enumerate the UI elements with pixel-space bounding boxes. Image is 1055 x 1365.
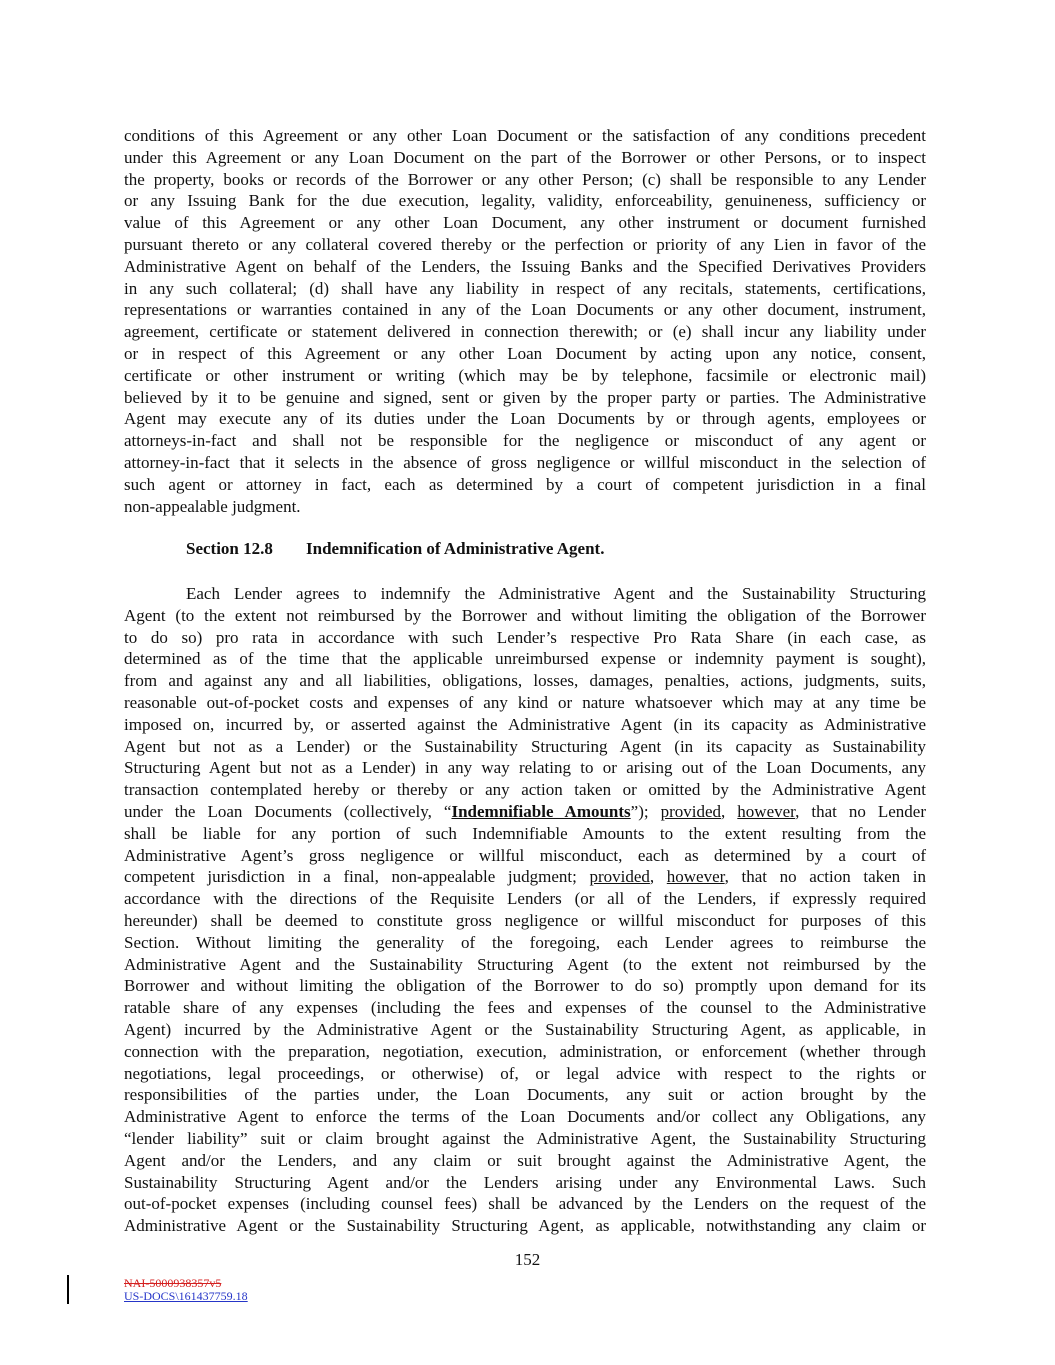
paragraph-line: hereunder) shall be deemed to constitute gross negligence or willful misconduct for purposes of this: [124, 910, 926, 930]
paragraph-line: connection with the preparation, negotiation, execution, administration, or enforcement (whether through: [124, 1041, 926, 1061]
paragraph-line: representations or warranties contained in any of the Loan Documents or any other document, instrument,: [124, 300, 926, 320]
paragraph-line: Each Lender agrees to indemnify the Administrative Agent and the Sustainability Structuring: [186, 584, 926, 603]
line-text: ,: [721, 801, 738, 821]
paragraph-line: ratable share of any expenses (including the fees and expenses of the counsel to the Administrative: [124, 998, 926, 1018]
section-heading: [186, 539, 604, 559]
paragraph-line: in any such collateral; (d) shall have any liability in respect of any recitals, statements, certifications,: [124, 278, 926, 298]
paragraph-continued: [124, 125, 926, 517]
paragraph-line: value of this Agreement or any other Loan Document, any other instrument or document furnished: [124, 213, 926, 233]
paragraph-line: Administrative Agent to enforce the terms of the Loan Documents and/or collect any Obligations, any: [124, 1107, 926, 1127]
page-number: 152: [514, 1250, 541, 1269]
inserted-document-id: US-DOCS\161437759.18: [124, 1289, 248, 1303]
paragraph-line: attorneys-in-fact and shall not be responsible for the negligence or misconduct of any agent or: [124, 431, 926, 451]
paragraph-line: certificate or other instrument or writing (which may be by telephone, facsimile or electronic mail): [124, 365, 926, 385]
paragraph-line: responsibilities of the parties under, the Loan Documents, any suit or action brought by the: [124, 1085, 926, 1105]
paragraph-line: reasonable out-of-pocket costs and expenses of any kind or nature whatsoever which may at any time be: [124, 692, 926, 712]
paragraph-line: transaction contemplated hereby or thereby or any action taken or omitted by the Administrative Agent: [124, 780, 926, 800]
line-text: under the Loan Documents (collectively, “: [124, 801, 452, 821]
paragraph-line: Section. Without limiting the generality of the foregoing, each Lender agrees to reimburse the: [124, 932, 926, 952]
paragraph-line: non-appealable judgment.: [124, 496, 301, 516]
paragraph-line: attorney-in-fact that it selects in the absence of gross negligence or willful misconduct in the selection of: [124, 452, 926, 472]
paragraph-line: to do so) pro rata in accordance with such Lender’s respective Pro Rata Share (in each case, as: [124, 627, 926, 647]
paragraph-line: pursuant thereto or any collateral covered thereby or the perfection or priority of any Lien in favor of the: [124, 234, 926, 254]
paragraph-line: Administrative Agent or the Sustainability Structuring Agent, as applicable, notwithstanding any claim or: [124, 1216, 926, 1236]
line-text: , that no Lender: [795, 801, 927, 821]
paragraph-line: accordance with the directions of the Requisite Lenders (or all of the Lenders, if expressly required: [124, 889, 926, 909]
paragraph-line: Structuring Agent but not as a Lender) in any way relating to or arising out of the Loan Documents, any: [124, 758, 926, 778]
paragraph-line: or any Issuing Bank for the due execution, legality, validity, enforceability, genuineness, sufficiency or: [124, 191, 926, 211]
paragraph-line: Agent) incurred by the Administrative Agent or the Sustainability Structuring Agent, as applicable, in: [124, 1019, 926, 1039]
paragraph-line: out-of-pocket expenses (including counsel fees) shall be advanced by the Lenders on the request of the: [124, 1194, 926, 1214]
paragraph-line: [124, 801, 926, 823]
paragraph-line: shall be liable for any portion of such Indemnifiable Amounts to the extent resulting from the: [124, 823, 926, 843]
paragraph-line: Administrative Agent’s gross negligence or willful misconduct, each as determined by a court of: [124, 845, 926, 865]
section-title: Indemnification of Administrative Agent.: [306, 539, 605, 558]
however-keyword: however: [737, 801, 796, 821]
paragraph-line: Agent (to the extent not reimbursed by the Borrower and without limiting the obligation of the Borrower: [124, 605, 926, 625]
paragraph-line: Agent and/or the Lenders, and any claim or suit brought against the Administrative Agent, the: [124, 1150, 926, 1170]
paragraph-line: [124, 866, 926, 888]
paragraph-line: imposed on, incurred by, or asserted against the Administrative Agent (in its capacity as Administrative: [124, 714, 926, 734]
line-text: competent jurisdiction in a final, non-appealable judgment;: [124, 867, 590, 887]
paragraph-line: “lender liability” suit or claim brought against the Administrative Agent, the Sustainability Structuring: [124, 1128, 926, 1148]
line-text: , that no action taken in: [724, 867, 927, 887]
paragraph-line: conditions of this Agreement or any other Loan Document or the satisfaction of any conditions precedent: [124, 126, 926, 145]
paragraph-line: or in respect of this Agreement or any other Loan Document by acting upon any notice, consent,: [124, 343, 926, 363]
paragraph-line: Administrative Agent on behalf of the Lenders, the Issuing Banks and the Specified Derivatives Providers: [124, 256, 926, 276]
indemnification-paragraph: [124, 583, 926, 1237]
deleted-document-id: NAI-5000938357v5: [124, 1276, 222, 1290]
defined-term: Indemnifiable Amounts: [451, 801, 631, 821]
paragraph-line: Borrower and without limiting the obligation of the Borrower to do so) promptly upon demand for its: [124, 976, 926, 996]
however-keyword: however: [666, 867, 725, 887]
revision-change-bar: [67, 1275, 69, 1304]
paragraph-line: Agent may execute any of its duties under the Loan Documents by or through agents, employees or: [124, 409, 926, 429]
paragraph-line: such agent or attorney in fact, each as determined by a court of competent jurisdiction in a final: [124, 474, 926, 494]
paragraph-line: agreement, certificate or statement delivered in connection therewith; or (e) shall incur any liability under: [124, 322, 926, 342]
paragraph-line: under this Agreement or any Loan Document on the part of the Borrower or other Persons, or to inspect: [124, 147, 926, 167]
paragraph-line: Sustainability Structuring Agent and/or the Lenders arising under any Environmental Laws. Such: [124, 1172, 926, 1192]
paragraph-line: from and against any and all liabilities, obligations, losses, damages, penalties, actions, judgments, suits,: [124, 671, 926, 691]
paragraph-line: determined as of the time that the applicable unreimbursed expense or indemnity payment is sought),: [124, 649, 926, 669]
paragraph-line: Agent but not as a Lender) or the Sustainability Structuring Agent (in its capacity as Sustainability: [124, 736, 926, 756]
paragraph-line: Administrative Agent and the Sustainability Structuring Agent (to the extent not reimbursed by the: [124, 954, 926, 974]
paragraph-line: negotiations, legal proceedings, or otherwise) of, or legal advice with respect to the rights or: [124, 1063, 926, 1083]
paragraph-line: the property, books or records of the Borrower or any other Person; (c) shall be responsible to any Lender: [124, 169, 926, 189]
line-text: ”);: [630, 801, 661, 821]
section-number: Section 12.8: [186, 539, 273, 558]
paragraph-line: believed by it to be genuine and signed, sent or given by the proper party or parties. The Administrative: [124, 387, 926, 407]
line-text: ,: [649, 867, 667, 887]
provided-keyword: provided: [660, 801, 722, 821]
provided-keyword: provided: [589, 867, 650, 887]
